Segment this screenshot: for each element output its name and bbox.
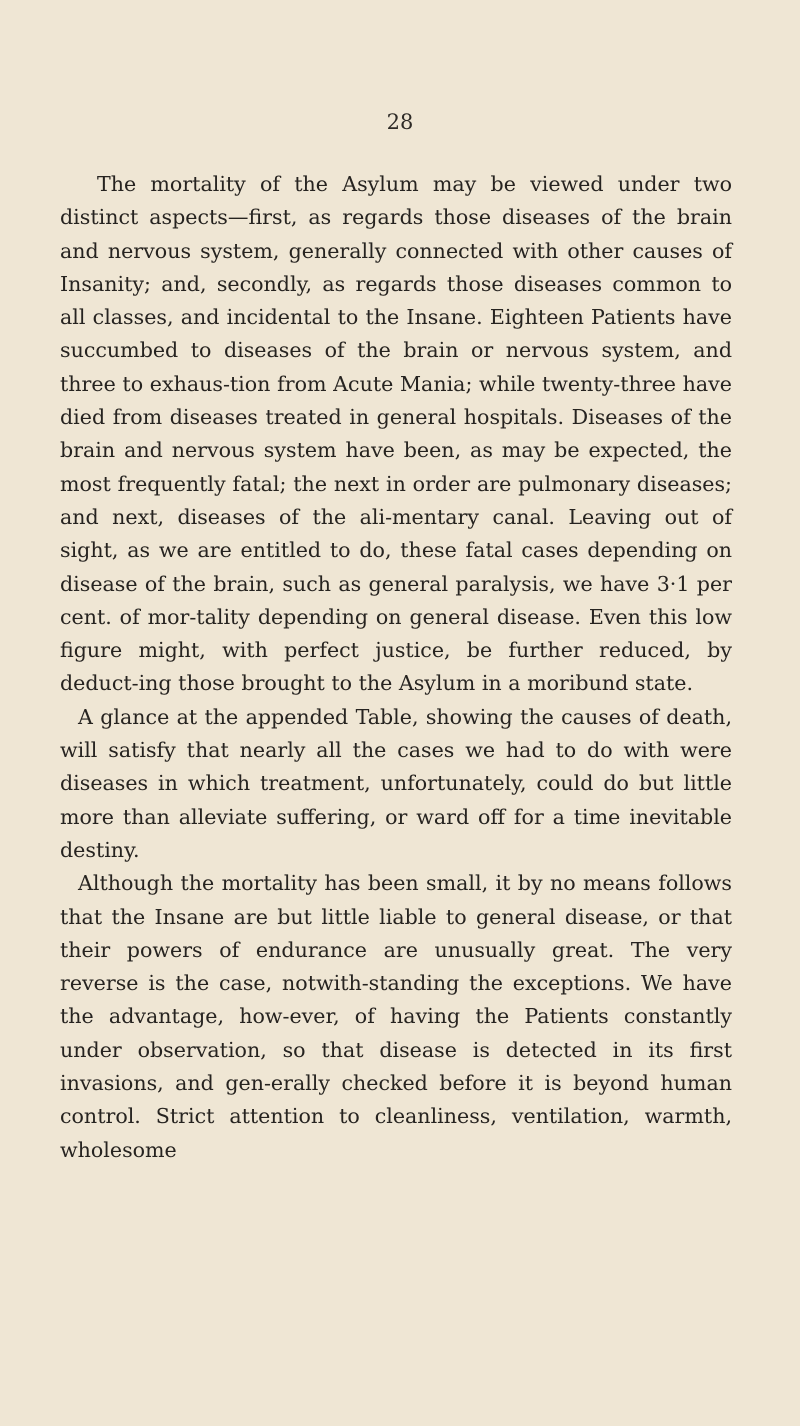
paragraph-general-disease: Although the mortality has been small, it by no means follows that the Insane are but little liable to general disease, or that their powers of endurance are unusually great. The very reverse is the case, notwith-standing the exceptions. We have the advantage, how-ever, of having the Patients constantly under observation, so that disease is detected in its first invasions, and gen-erally checked before it is beyond human control. Strict attention to cleanliness, ventilation, warmth, wholesome [60,871,732,1162]
paragraph-mortality-aspects: The mortality of the Asylum may be viewed under two distinct aspects—first, as regards those diseases of the brain and nervous system, generally connected with other causes of Insanity; and, secondly, as regards those diseases common to all classes, and incidental to the Insane. Eighteen Patients have succumbed to diseases of the brain or nervous system, and three to exhaus-tion from Acute Mania; while twenty-three have died from diseases treated in general hospitals. Diseases of the brain and nervous system have been, as may be expected, the most frequently fatal; the next in order are pulmonary diseases; and next, diseases of the ali-mentary canal. Leaving out of sight, as we are entitled to do, these fatal cases depending on disease of the brain, such as general paralysis, we have 3·1 per cent. of mor-tality depending on general disease. Even this low figure might, with perfect justice, be further reduced, by deduct-ing those brought to the Asylum in a moribund state. [60,172,732,696]
body-text [60,168,732,1167]
paragraph-appended-table: A glance at the appended Table, showing the causes of death, will satisfy that nearly all the cases we had to do with were diseases in which treatment, unfortunately, could do but little more than alleviate suffering, or ward off for a time inevitable destiny. [60,704,732,862]
page-number: 28 [386,110,414,134]
